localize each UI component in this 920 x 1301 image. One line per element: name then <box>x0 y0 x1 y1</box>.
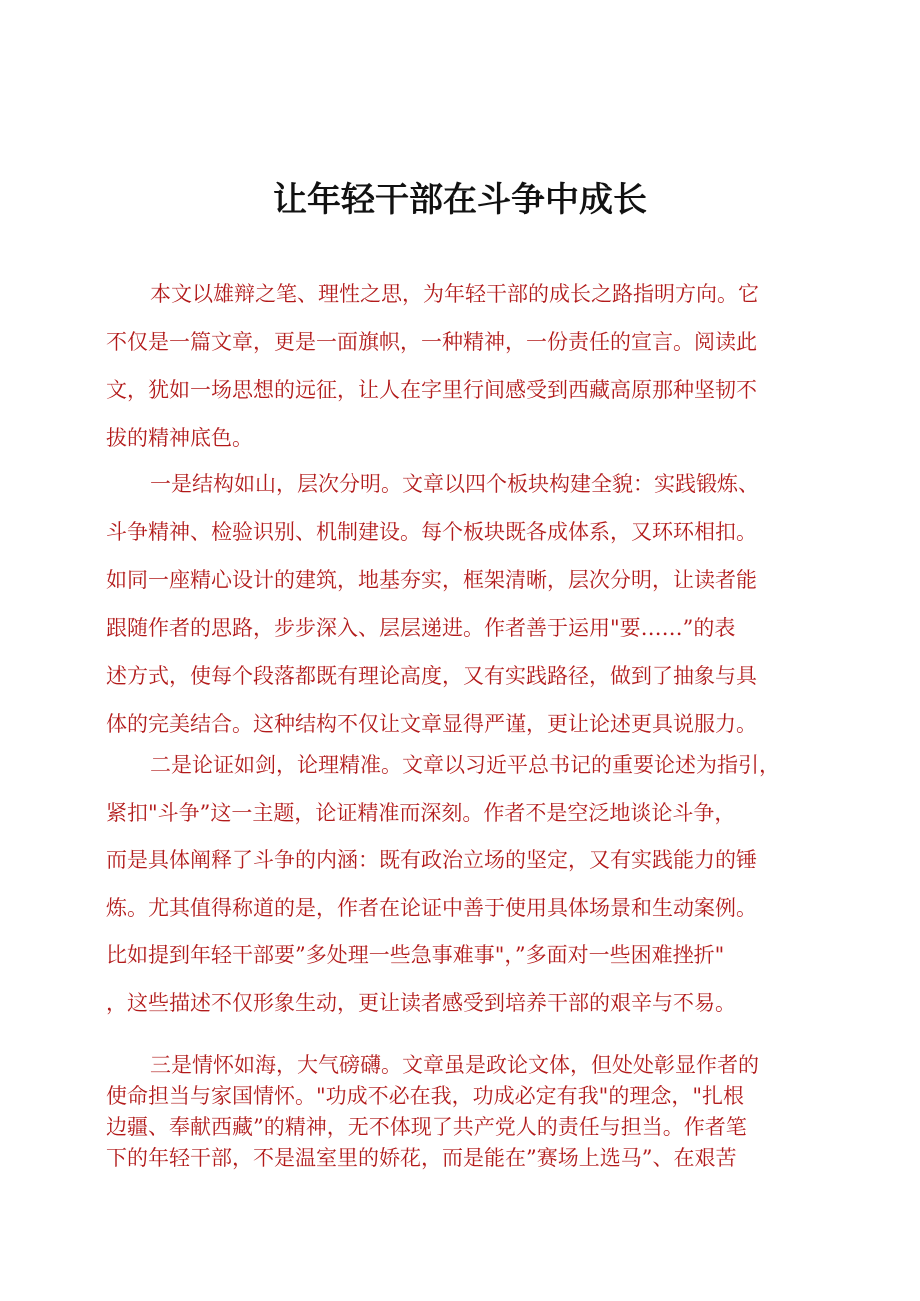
paragraph-line: 下的年轻干部，不是温室里的娇花，而是能在”赛场上选马”、在艰苦 <box>106 1146 737 1170</box>
paragraph-line: 述方式，使每个段落都既有理论高度，又有实践路径，做到了抽象与具 <box>106 664 757 688</box>
paragraph-line: 体的完美结合。这种结构不仅让文章显得严谨，更让论述更具说服力。 <box>106 712 757 736</box>
paragraph-line: 一是结构如山，层次分明。文章以四个板块构建全貌：实践锻炼、 <box>150 472 759 496</box>
paragraph-line: 紧扣"斗争”这一主题，论证精准而深刻。作者不是空泛地谈论斗争， <box>106 800 736 825</box>
paragraph-line: 三是情怀如海，大气磅礴。文章虽是政论文体，但处处彰显作者的 <box>150 1053 759 1077</box>
paragraph-line: 使命担当与家国情怀。"功成不必在我，功成必定有我"的理念，"扎根 <box>106 1084 744 1108</box>
paragraph-line: 比如提到年轻干部要”多处理一些急事难事"，”多面对一些困难挫折" <box>106 943 725 967</box>
paragraph-argument <box>106 742 820 1027</box>
paragraph-line: 斗争精神、检验识别、机制建设。每个板块既各成体系，又环环相扣。 <box>106 520 757 544</box>
paragraph-line: ，这些描述不仅形象生动，更让读者感受到培养干部的艰辛与不易。 <box>106 990 736 1015</box>
paragraph-line: 如同一座精心设计的建筑，地基夯实，框架清晰，层次分明，让读者能 <box>106 568 757 592</box>
paragraph-line: 不仅是一篇文章，更是一面旗帜，一种精神，一份责任的宣言。阅读此 <box>106 330 757 354</box>
paragraph-line: 二是论证如剑，论理精准。文章以习近平总书记的重要论述为指引， <box>150 753 780 777</box>
paragraph-intro <box>106 270 820 462</box>
paragraph-line: 炼。尤其值得称道的是，作者在论证中善于使用具体场景和生动案例。 <box>106 895 757 920</box>
document-title: 让年轻干部在斗争中成长 <box>273 180 647 220</box>
paragraph-line: 本文以雄辩之笔、理性之思，为年轻干部的成长之路指明方向。它 <box>150 282 759 306</box>
paragraph-line: 文，犹如一场思想的远征，让人在字里行间感受到西藏高原那种坚韧不 <box>106 378 757 402</box>
paragraph-line: 而是具体阐释了斗争的内涵：既有政治立场的坚定，又有实践能力的锤 <box>106 848 757 872</box>
paragraph-sentiment <box>106 1050 820 1174</box>
paragraph-line: 边疆、奉献西藏”的精神，无不体现了共产党人的责任与担当。作者笔 <box>106 1115 747 1139</box>
paragraph-structure <box>106 460 820 748</box>
paragraph-line: 拔的精神底色。 <box>106 426 253 450</box>
paragraph-line: 跟随作者的思路，步步深入、层层递进。作者善于运用"要……”的表 <box>106 616 736 640</box>
